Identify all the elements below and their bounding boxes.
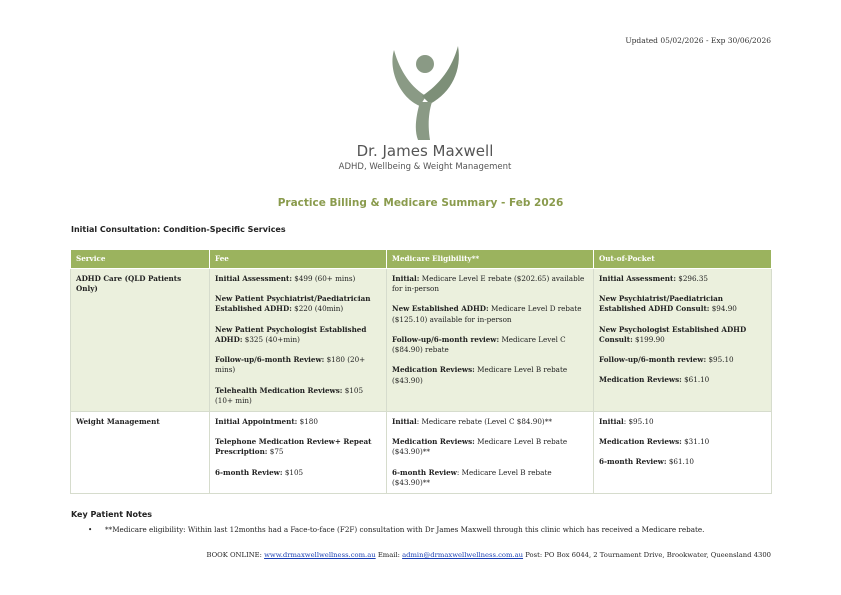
website-link[interactable]: www.drmaxwellwellness.com.au [264, 551, 376, 559]
entry-text: $325 (40+min) [242, 334, 300, 344]
entry-label: Follow-up/6-month Review: [215, 355, 325, 365]
logo-tagline: ADHD, Wellbeing & Weight Management [338, 162, 512, 172]
header-service: Service [71, 250, 210, 269]
fee-entry [215, 355, 381, 375]
email-link[interactable]: admin@drmaxwellwellness.com.au [402, 551, 524, 559]
entry-text: $75 [267, 447, 284, 457]
medicare-entry [392, 365, 588, 385]
entry-label: Follow-up/6-month review: [599, 355, 707, 365]
entry-text: $180 (20+ mins) [215, 355, 366, 375]
entry-label: New Established ADHD: [392, 304, 489, 314]
entry-text: $31.10 [681, 437, 710, 447]
entry-text: Medicare Level E rebate ($202.65) available for in-person [392, 274, 585, 294]
entry-text: $220 (40min) [291, 304, 344, 314]
oop-entry [599, 355, 766, 365]
entry-label: Initial: [392, 274, 420, 283]
entry-text: Medicare Level B rebate ($43.90) [392, 365, 568, 385]
oop-entry [599, 437, 766, 447]
entry-label: Initial Assessment: [215, 274, 292, 283]
note-text: **Medicare eligibility: Within last 12months had a Face-to-face (F2F) consultation with Dr James Maxwell through this clinic which has received a Medicare rebate. [105, 525, 705, 534]
oop-entry [599, 417, 766, 427]
entry-label: Follow-up/6-month review: [392, 334, 500, 344]
medicare-entry [392, 274, 588, 294]
updated-date: Updated 05/02/2026 - Exp 30/06/2026 [625, 36, 771, 45]
entry-label: New Patient Psychiatrist/Paediatrician Established ADHD: [215, 294, 371, 314]
entry-label: Initial [392, 416, 417, 426]
entry-text: $296.35 [675, 274, 708, 283]
oop-entry [599, 325, 766, 345]
entry-text: $95.10 [706, 355, 734, 365]
entry-text: $94.90 [709, 304, 737, 314]
fee-entry [215, 294, 381, 314]
notes-heading: Key Patient Notes [71, 510, 153, 519]
medicare-entry [392, 417, 588, 427]
entry-text: $61.10 [681, 375, 710, 385]
note-item [88, 525, 704, 534]
fee-entry [215, 417, 381, 427]
oop-entry [599, 375, 766, 385]
service-name: Weight Management [76, 416, 160, 426]
oop-cell [594, 411, 772, 493]
fee-cell [210, 269, 387, 412]
entry-label: 6-month Review [392, 467, 457, 477]
entry-text: Medicare Level B rebate ($43.90)** [392, 437, 568, 457]
entry-text: $105 [282, 467, 304, 477]
service-name: ADHD Care (QLD Patients Only) [76, 274, 182, 294]
fee-entry [215, 386, 381, 406]
entry-label: Telephone Medication Review+ Repeat Prescription: [215, 437, 372, 457]
entry-text: $499 (60+ mins) [291, 274, 356, 283]
entry-text: $199.90 [632, 334, 665, 344]
entry-label: Medication Reviews: [599, 375, 682, 385]
entry-label: Medication Reviews: [392, 365, 475, 375]
document-title: Practice Billing & Medicare Summary - Feb 2026 [277, 197, 564, 209]
entry-text: : Medicare rebate (Level C $84.90)** [416, 416, 552, 426]
entry-label: 6-month Review: [215, 467, 283, 477]
medicare-entry [392, 437, 588, 457]
entry-text: Medicare Level D rebate ($125.10) available for in-person [392, 304, 582, 324]
entry-label: 6-month Review: [599, 457, 667, 467]
email-label: Email: [375, 551, 403, 559]
entry-text: : Medicare Level B rebate ($43.90)** [392, 467, 552, 487]
medicare-entry [392, 468, 588, 488]
bullet-icon: • [88, 525, 93, 534]
service-cell [71, 269, 210, 412]
oop-entry [599, 294, 766, 314]
fee-entry [215, 325, 381, 345]
fee-entry [215, 274, 381, 284]
header-medicare: Medicare Eligibility** [387, 250, 594, 269]
clinic-logo [330, 40, 520, 180]
medicare-cell [387, 411, 594, 493]
fee-entry [215, 437, 381, 457]
logo-name: Dr. James Maxwell [356, 142, 494, 160]
header-out-of-pocket: Out-of-Pocket [594, 250, 772, 269]
entry-label: New Patient Psychologist Established ADHD: [215, 324, 367, 344]
billing-table [70, 249, 772, 494]
footer-contact [206, 551, 771, 559]
header-fee: Fee [210, 250, 387, 269]
service-cell [71, 411, 210, 493]
oop-entry [599, 457, 766, 467]
entry-label: Medication Reviews: [599, 437, 682, 447]
entry-text: Medicare Level C ($84.90) rebate [392, 334, 566, 355]
entry-label: New Psychiatrist/Paediatrician Established ADHD Consult: [599, 294, 723, 314]
table-row-weight [71, 411, 772, 493]
entry-label: Initial Appointment: [215, 416, 298, 426]
entry-label: New Psychologist Established ADHD Consult: [599, 324, 747, 344]
entry-label: Medication Reviews: [392, 437, 475, 447]
entry-label: Initial Assessment: [599, 274, 676, 283]
entry-text: : $95.10 [623, 416, 654, 426]
oop-entry [599, 274, 766, 284]
entry-label: Initial [599, 416, 624, 426]
table-row-adhd [71, 269, 772, 412]
fee-cell [210, 411, 387, 493]
table-header-row [71, 250, 772, 269]
entry-text: $180 [297, 416, 318, 426]
section-heading: Initial Consultation: Condition-Specific Services [71, 225, 286, 234]
medicare-cell [387, 269, 594, 412]
postal-address: Post: PO Box 6044, 2 Tournament Drive, Brookwater, Queensland 4300 [523, 551, 771, 559]
entry-label: Telehealth Medication Reviews: [215, 385, 343, 395]
oop-cell [594, 269, 772, 412]
medicare-entry [392, 304, 588, 324]
entry-text: $61.10 [666, 457, 694, 467]
fee-entry [215, 468, 381, 478]
book-online-label: BOOK ONLINE: [206, 551, 265, 559]
medicare-entry [392, 335, 588, 355]
entry-text: $105 (10+ min) [215, 385, 364, 405]
figure-logo-icon [330, 40, 520, 140]
